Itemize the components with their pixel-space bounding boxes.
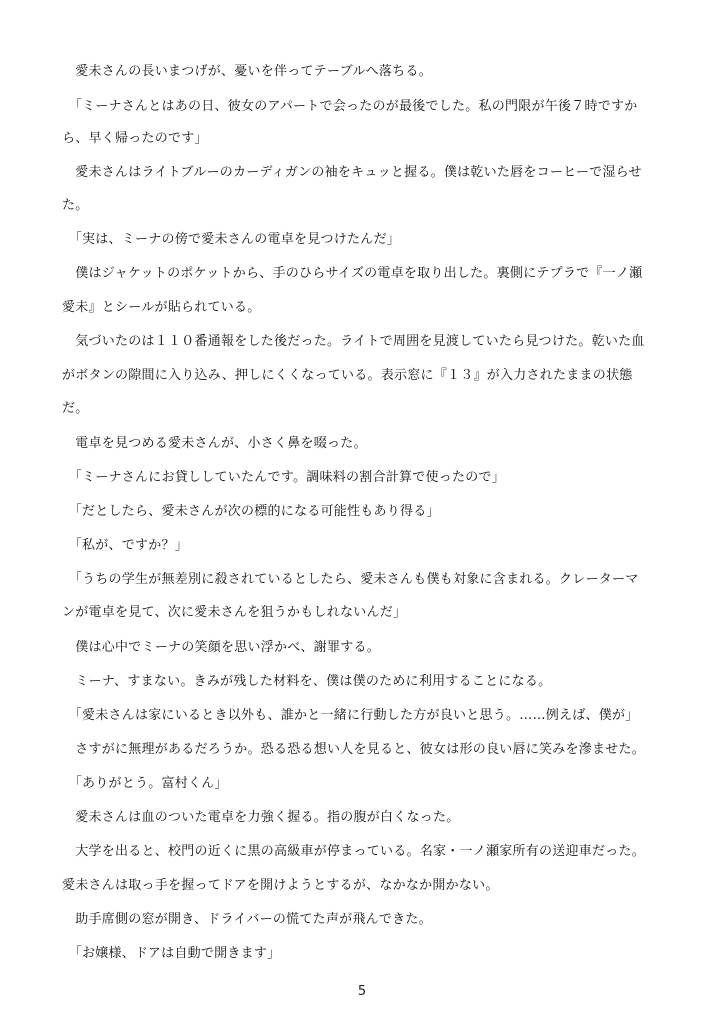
text-line: 愛未さんはライトブルーのカーディガンの袖をキュッと握る。僕は乾いた唇をコーヒーで湿らせ [62, 165, 642, 180]
text-line: 愛未さんは血のついた電卓を力強く握る。指の腹が白くなった。 [62, 810, 460, 825]
text-line: 電卓を見つめる愛未さんが、小さく鼻を啜った。 [62, 436, 367, 451]
text-line: 助手席側の窓が開き、ドライバーの慌てた声が飛んできた。 [62, 912, 432, 927]
text-line: 「ミーナさんとはあの日、彼女のアパートで会ったのが最後でした。私の門限が午後７時ですか [62, 99, 638, 114]
page-number: 5 [357, 984, 367, 999]
text-line: 「実は、ミーナの傍で愛未さんの電卓を見つけたんだ」 [62, 232, 401, 247]
text-line: 愛未』とシールが貼られている。 [62, 300, 261, 315]
text-line: 愛未さんは取っ手を握ってドアを開けようとするが、なかなか開かない。 [62, 878, 499, 893]
text-line: ミーナ、すまない。きみが残した材料を、僕は僕のために利用することになる。 [62, 674, 552, 689]
text-line: 「私が、ですか？」 [62, 538, 189, 553]
text-line: 「愛未さんは家にいるとき以外も、誰かと一緒に行動した方が良いと思う。……例えば、僕が」 [62, 708, 639, 723]
text-line: 大学を出ると、校門の近くに黒の高級車が停まっている。名家・一ノ瀬家所有の送迎車だった。 [62, 844, 646, 859]
text-line: 「だとしたら、愛未さんが次の標的になる可能性もあり得る」 [62, 504, 440, 519]
text-line: 「ありがとう。富村くん」 [62, 776, 228, 791]
text-line: 気づいたのは１１０番通報をした後だった。ライトで周囲を見渡していたら見つけた。乾いた血 [62, 334, 645, 349]
text-line: だ。 [62, 401, 89, 416]
text-line: 僕は心中でミーナの笑顔を思い浮かべ、謝罪する。 [62, 640, 381, 655]
text-line: 「お嬢様、ドアは自動で開きます」 [62, 946, 281, 961]
text-line: ら、早く帰ったのです」 [62, 131, 208, 146]
text-line: た。 [62, 198, 89, 213]
text-line: さすがに無理があるだろうか。恐る恐る想い人を見ると、彼女は形の良い唇に笑みを滲ませた。 [62, 742, 646, 757]
text-line: 「ミーナさんにお貸ししていたんです。調味料の割合計算で使ったので」 [62, 470, 505, 485]
text-line: ンが電卓を見て、次に愛未さんを狙うかもしれないんだ」 [62, 605, 407, 620]
text-line: 愛未さんの長いまつげが、憂いを伴ってテーブルへ落ちる。 [62, 64, 432, 79]
text-line: 「うちの学生が無差別に殺されているとしたら、愛未さんも僕も対象に含まれる。クレーターマ [62, 572, 639, 587]
text-line: 僕はジャケットのポケットから、手のひらサイズの電卓を取り出した。裏側にテプラで『一ノ瀬 [62, 266, 643, 281]
text-line: がボタンの隙間に入り込み、押しにくくなっている。表示窓に『１３』が入力されたままの状態 [62, 368, 633, 383]
